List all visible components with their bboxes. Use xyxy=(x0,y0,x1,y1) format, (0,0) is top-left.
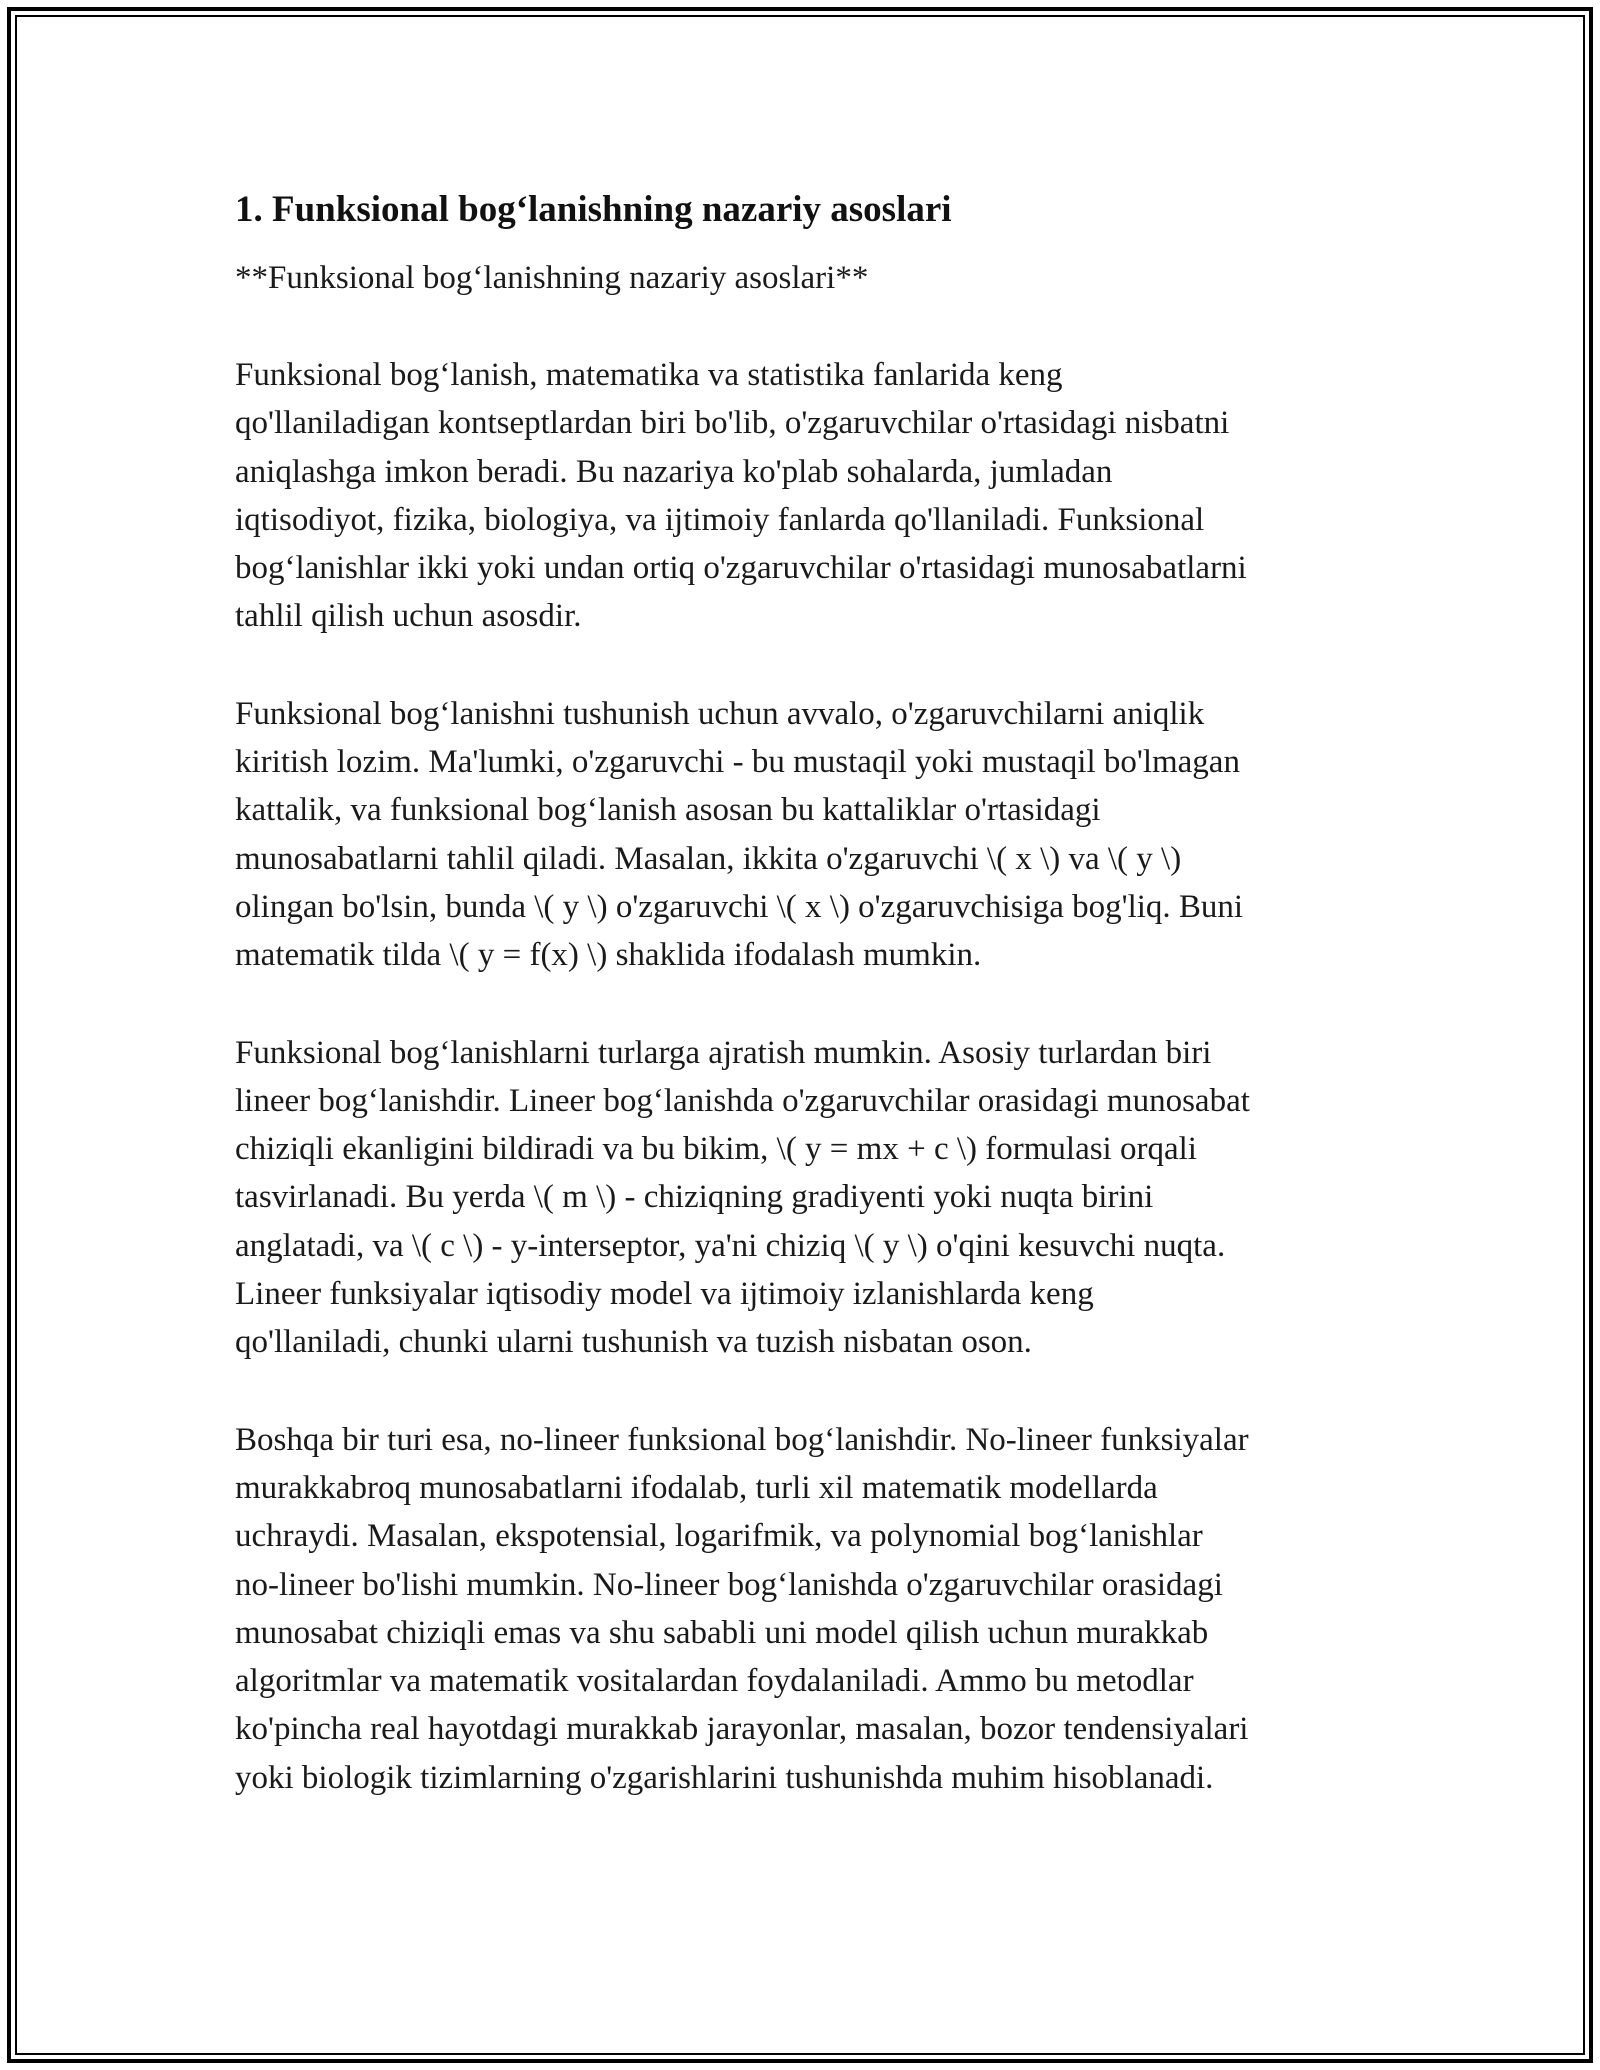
paragraph-line: aniqlashga imkon beradi. Bu nazariya ko'plab sohalarda, jumladan xyxy=(235,453,1113,490)
paragraph-line: munosabatlarni tahlil qiladi. Masalan, ikkita o'zgaruvchi \( x \) va \( y \) xyxy=(235,840,1182,877)
paragraph-line: ko'pincha real hayotdagi murakkab jarayonlar, masalan, bozor tendensiyalari xyxy=(235,1711,1249,1748)
paragraph-line: no-lineer bo'lishi mumkin. No-lineer bog‘lanishda o'zgaruvchilar orasidagi xyxy=(235,1566,1223,1603)
document-body xyxy=(235,186,1375,1851)
paragraph-line: yoki biologik tizimlarning o'zgarishlarini tushunishda muhim hisoblanadi. xyxy=(235,1759,1214,1796)
paragraph-line: Boshqa bir turi esa, no-lineer funksional bog‘lanishdir. No-lineer funksiyalar xyxy=(235,1421,1249,1458)
paragraph-line: matematik tilda \( y = f(x) \) shaklida ifodalash mumkin. xyxy=(235,937,982,974)
paragraph-line: bog‘lanishlar ikki yoki undan ortiq o'zgaruvchilar o'rtasidagi munosabatlarni xyxy=(235,550,1247,587)
paragraph-1 xyxy=(235,351,1375,641)
paragraph-4 xyxy=(235,1416,1375,1802)
paragraph-2 xyxy=(235,690,1375,980)
paragraph-line: Funksional bog‘lanishni tushunish uchun avvalo, o'zgaruvchilarni aniqlik xyxy=(235,695,1205,732)
section-heading: 1. Funksional bog‘lanishning nazariy asoslari xyxy=(235,189,952,230)
paragraph-line: Funksional bog‘lanish, matematika va statistika fanlarida keng xyxy=(235,357,1063,393)
paragraph-line: kiritish lozim. Ma'lumki, o'zgaruvchi - bu mustaqil yoki mustaqil bo'lmagan xyxy=(235,744,1240,781)
paragraph-line: uchraydi. Masalan, ekspotensial, logarifmik, va polynomial bog‘lanishlar xyxy=(235,1518,1203,1555)
paragraph-line: lineer bog‘lanishdir. Lineer bog‘lanishda o'zgaruvchilar orasidagi munosabat xyxy=(235,1082,1250,1119)
paragraph-line: Funksional bog‘lanishlarni turlarga ajratish mumkin. Asosiy turlardan biri xyxy=(235,1034,1212,1071)
paragraph-line: qo'llaniladigan kontseptlardan biri bo'lib, o'zgaruvchilar o'rtasidagi nisbatni xyxy=(235,405,1230,442)
paragraph-line: murakkabroq munosabatlarni ifodalab, turli xil matematik modellarda xyxy=(235,1469,1158,1506)
paragraph-line: chiziqli ekanligini bildiradi va bu bikim, \( y = mx + c \) formulasi orqali xyxy=(235,1131,1197,1168)
paragraph-line: olingan bo'lsin, bunda \( y \) o'zgaruvchi \( x \) o'zgaruvchisiga bog'liq. Buni xyxy=(235,888,1244,925)
paragraph-line: anglatadi, va \( c \) - y-interseptor, ya'ni chiziq \( y \) o'qini kesuvchi nuqta. xyxy=(235,1227,1226,1264)
paragraph-line: tahlil qilish uchun asosdir. xyxy=(235,598,582,635)
paragraph-line: qo'llaniladi, chunki ularni tushunish va tuzish nisbatan oson. xyxy=(235,1324,1032,1361)
paragraph-line: algoritmlar va matematik vositalardan foydalaniladi. Ammo bu metodlar xyxy=(235,1663,1194,1700)
paragraph-line: iqtisodiyot, fizika, biologiya, va ijtimoiy fanlarda qo'llaniladi. Funksional xyxy=(235,501,1205,538)
paragraph-line: Lineer funksiyalar iqtisodiy model va ijtimoiy izlanishlarda keng xyxy=(235,1276,1094,1313)
paragraph-line: munosabat chiziqli emas va shu sababli uni model qilish uchun murakkab xyxy=(235,1614,1209,1651)
section-subtitle: **Funksional bog‘lanishning nazariy asoslari** xyxy=(235,260,869,296)
paragraph-3 xyxy=(235,1029,1375,1367)
paragraph-line: kattalik, va funksional bog‘lanish asosan bu kattaliklar o'rtasidagi xyxy=(235,792,1101,829)
paragraph-line: tasvirlanadi. Bu yerda \( m \) - chiziqning gradiyenti yoki nuqta birini xyxy=(235,1179,1154,1216)
